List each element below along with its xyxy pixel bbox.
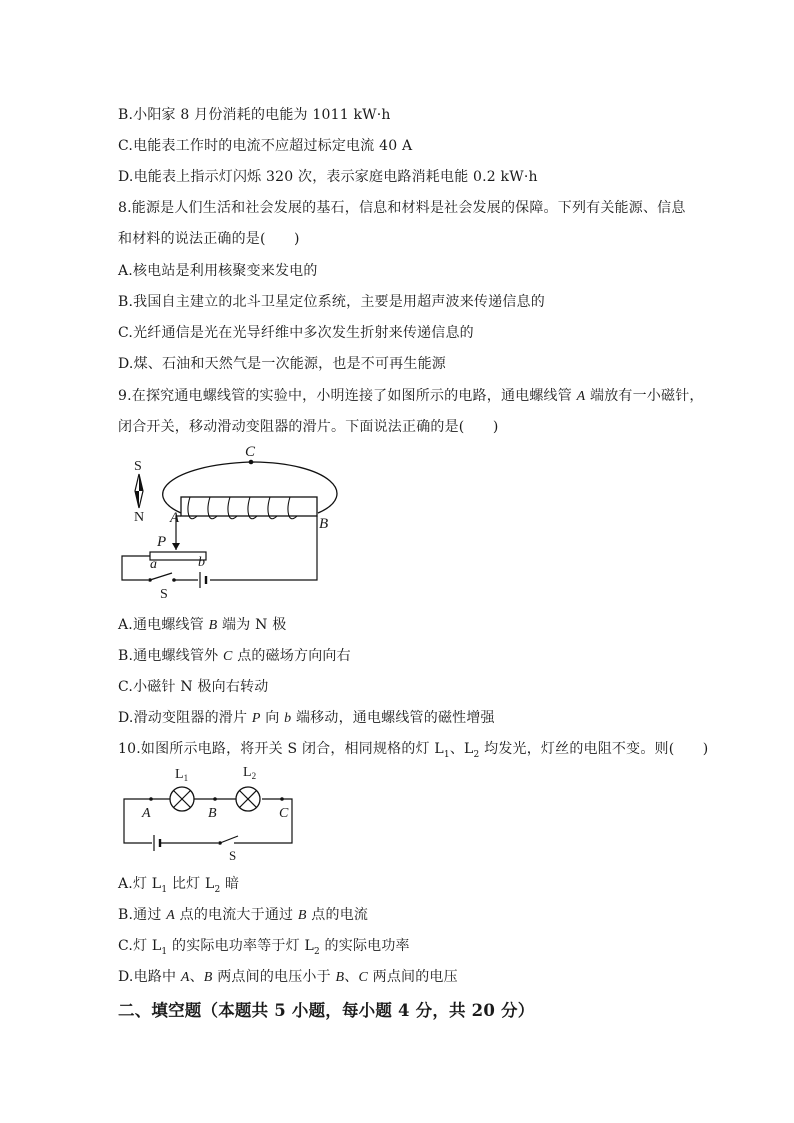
q8-option-c: C.光纤通信是光在光导纤维中多次发生折射来传递信息的 [118,325,474,341]
q10-option-c: C.灯 $L_1$ 的实际电功率等于灯 $L_2$ 的实际电功率 [118,938,410,957]
q10-option-b: B.通过 A 点的电流大于通过 B 点的电流 [118,907,369,923]
q8-stem-line2: 和材料的说法正确的是( ) [118,231,300,247]
lamp-l2-icon [236,787,260,811]
q8-option-b: B.我国自主建立的北斗卫星定位系统，主要是用超声波来传递信息的 [118,294,545,310]
end-b-label: B [319,516,329,532]
q9-option-b: B.通电螺线管外 C 点的磁场方向向右 [118,648,351,664]
end-a-label: A [170,510,180,526]
q7-option-c: C.电能表工作时的电流不应超过标定电流 40 A [118,138,413,154]
point-c-label: C [279,806,289,821]
q9-option-c: C.小磁针 N 极向右转动 [118,679,269,695]
rheostat-a-label: a [150,557,157,572]
point-c-label: C [245,444,256,460]
switch-s-label: S [160,587,168,602]
point-b-label: B [208,806,217,821]
q10-option-a: A.灯 $L_1$ 比灯 $L_2$ 暗 [118,876,240,895]
q8-option-d: D.煤、石油和天然气是一次能源，也是不可再生能源 [118,356,446,372]
compass-s-label: S [134,459,142,474]
q10-stem: 10.如图所示电路，将开关 S 闭合，相同规格的灯 $L_1$、$L_2$ 均发光，灯丝的电阻不变。则( ) [118,741,709,760]
lamp-l2-label: $L_2$ [243,765,257,781]
slider-p-label: P [157,534,167,550]
q9-option-a: A.通电螺线管 B 端为 N 极 [118,617,287,633]
lamp-l1-icon [170,787,194,811]
q8-stem-line1: 8.能源是人们生活和社会发展的基石，信息和材料是社会发展的保障。下列有关能源、信息 [118,200,686,216]
q9-stem-line2: 闭合开关，移动滑动变阻器的滑片。下面说法正确的是( ) [118,419,499,435]
switch-lever [220,836,238,843]
switch-s-label: S [229,848,237,863]
section-heading-fill-in: 二、填空题（本题共 5 小题，每小题 4 分，共 20 分） [118,1001,535,1020]
lamp-l1-label: $L_1$ [175,767,189,783]
q9-stem-line1: 9.在探究通电螺线管的实验中，小明连接了如图所示的电路，通电螺线管 A 端放有一小磁针， [118,388,704,404]
q7-option-b: B.小阳家 8 月份消耗的电能为 1011 kW·h [118,107,391,123]
q8-option-a: A.核电站是利用核聚变来发电的 [118,263,318,279]
q9-option-d: D.滑动变阻器的滑片 P 向 b 端移动，通电螺线管的磁性增强 [118,710,495,726]
rheostat-b-label: b [198,555,205,570]
q10-option-d: D.电路中 A、B 两点间的电压小于 B、C 两点间的电压 [118,969,458,985]
q7-option-d: D.电能表上指示灯闪烁 320 次，表示家庭电路消耗电能 0.2 kW·h [118,169,538,185]
compass-n-label: N [134,510,145,525]
point-a-label: A [142,806,151,821]
